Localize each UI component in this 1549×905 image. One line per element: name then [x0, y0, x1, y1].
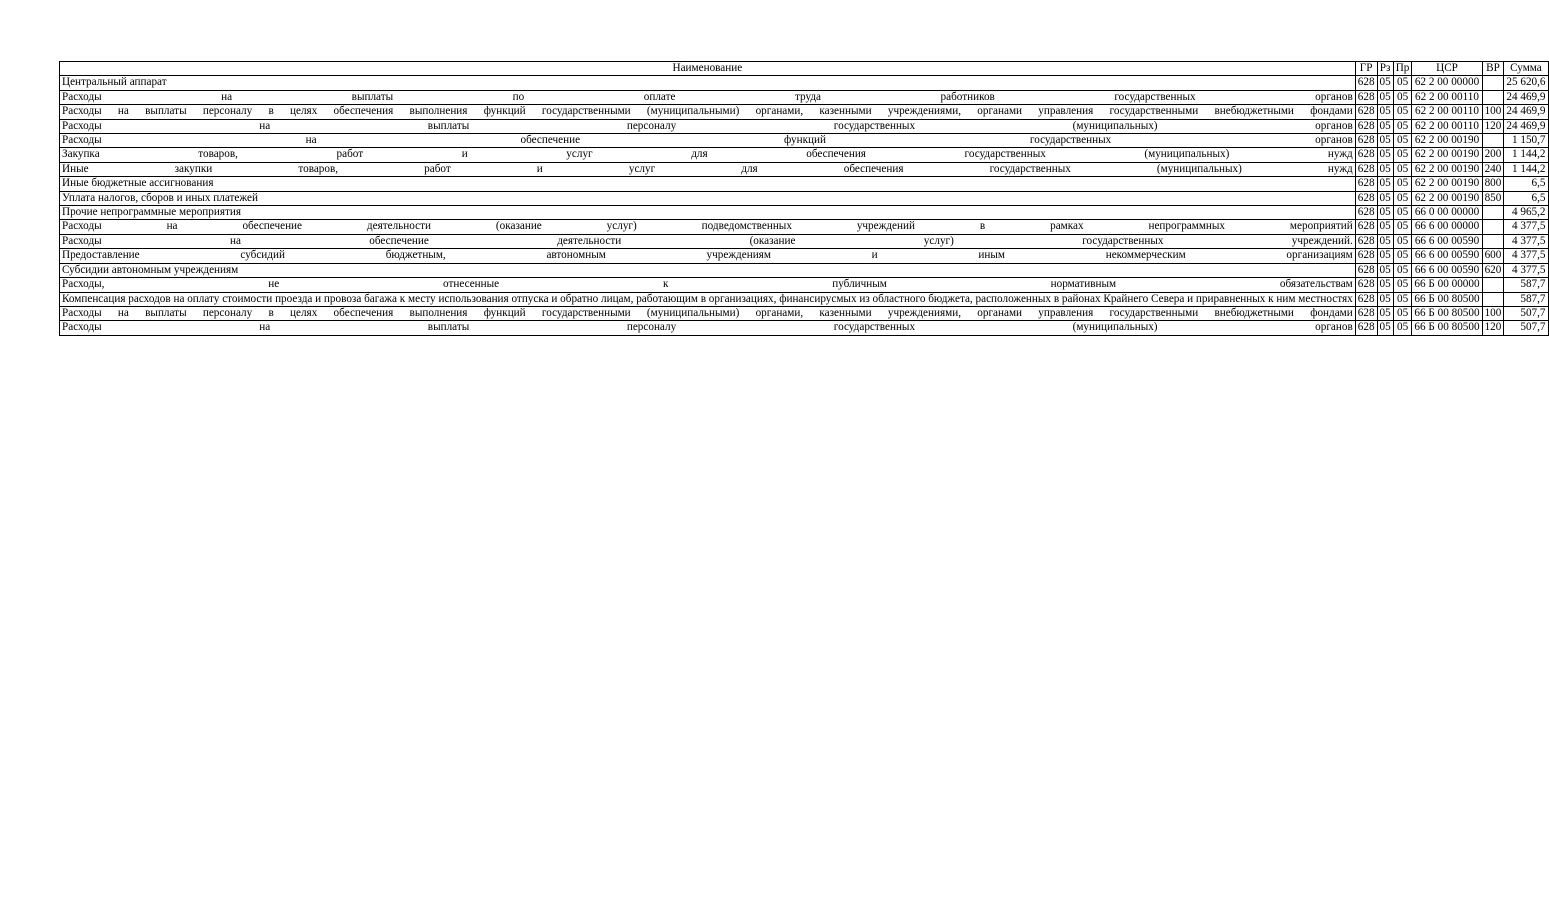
cell-vr: 120: [1482, 119, 1504, 133]
cell-pr: 05: [1393, 148, 1412, 162]
cell-csr: 66 6 00 00590: [1412, 234, 1482, 248]
cell-sum: 24 469,9: [1504, 119, 1548, 133]
cell-rz: 05: [1377, 220, 1393, 234]
table-row: [60, 263, 1549, 277]
cell-gr: 628: [1355, 306, 1377, 320]
cell-rz: 05: [1377, 321, 1393, 335]
cell-name: Расходы на обеспечение функций государственных органов: [60, 134, 1356, 148]
cell-gr: 628: [1355, 263, 1377, 277]
cell-name: Прочие непрограммные мероприятия: [60, 206, 1356, 220]
cell-name: Расходы на выплаты персоналу в целях обеспечения выполнения функций государственными (муниципальными) органами, казенными учреждениями, органами управления государственными внебюджетными фондами: [60, 105, 1356, 119]
table-row: [60, 177, 1549, 191]
cell-vr: 800: [1482, 177, 1504, 191]
cell-csr: 66 Б 00 80500: [1412, 306, 1482, 320]
cell-vr: 240: [1482, 162, 1504, 176]
cell-name: Расходы на обеспечение деятельности (оказание услуг) государственных учреждений.: [60, 234, 1356, 248]
cell-vr: 200: [1482, 148, 1504, 162]
cell-rz: 05: [1377, 90, 1393, 104]
cell-csr: 62 2 00 00110: [1412, 119, 1482, 133]
cell-pr: 05: [1393, 249, 1412, 263]
cell-name: Расходы на выплаты персоналу государственных (муниципальных) органов: [60, 321, 1356, 335]
cell-pr: 05: [1393, 220, 1412, 234]
cell-gr: 628: [1355, 134, 1377, 148]
cell-vr: [1482, 220, 1504, 234]
cell-pr: 05: [1393, 306, 1412, 320]
cell-sum: 4 377,5: [1504, 263, 1548, 277]
cell-vr: [1482, 76, 1504, 90]
cell-vr: 620: [1482, 263, 1504, 277]
table-row: [60, 76, 1549, 90]
cell-pr: 05: [1393, 321, 1412, 335]
cell-pr: 05: [1393, 206, 1412, 220]
cell-gr: 628: [1355, 90, 1377, 104]
cell-pr: 05: [1393, 292, 1412, 306]
cell-rz: 05: [1377, 148, 1393, 162]
cell-vr: 100: [1482, 105, 1504, 119]
cell-gr: 628: [1355, 206, 1377, 220]
cell-rz: 05: [1377, 206, 1393, 220]
cell-vr: [1482, 234, 1504, 248]
cell-pr: 05: [1393, 76, 1412, 90]
header-rz: Рз: [1377, 62, 1393, 76]
table-row: [60, 234, 1549, 248]
table-row: [60, 306, 1549, 320]
cell-name: Иные закупки товаров, работ и услуг для обеспечения государственных (муниципальных) нужд: [60, 162, 1356, 176]
cell-name: Закупка товаров, работ и услуг для обеспечения государственных (муниципальных) нужд: [60, 148, 1356, 162]
cell-sum: 4 377,5: [1504, 249, 1548, 263]
cell-name: Уплата налогов, сборов и иных платежей: [60, 191, 1356, 205]
cell-sum: 24 469,9: [1504, 105, 1548, 119]
cell-rz: 05: [1377, 234, 1393, 248]
cell-name: Предоставление субсидий бюджетным, автономным учреждениям и иным некоммерческим организациям: [60, 249, 1356, 263]
cell-pr: 05: [1393, 162, 1412, 176]
cell-sum: 587,7: [1504, 292, 1548, 306]
cell-csr: 62 2 00 00110: [1412, 105, 1482, 119]
cell-rz: 05: [1377, 263, 1393, 277]
table-row: [60, 206, 1549, 220]
header-gr: ГР: [1355, 62, 1377, 76]
cell-csr: 66 6 00 00590: [1412, 263, 1482, 277]
cell-vr: [1482, 292, 1504, 306]
cell-sum: 4 965,2: [1504, 206, 1548, 220]
cell-csr: 62 2 00 00000: [1412, 76, 1482, 90]
cell-gr: 628: [1355, 191, 1377, 205]
cell-sum: 1 144,2: [1504, 162, 1548, 176]
cell-sum: 6,5: [1504, 191, 1548, 205]
table-row: [60, 90, 1549, 104]
header-sum: Сумма: [1504, 62, 1548, 76]
cell-name: Расходы, не отнесенные к публичным нормативным обязательствам: [60, 278, 1356, 292]
cell-rz: 05: [1377, 177, 1393, 191]
table-row: [60, 162, 1549, 176]
cell-gr: 628: [1355, 148, 1377, 162]
cell-sum: 4 377,5: [1504, 220, 1548, 234]
table-row: [60, 148, 1549, 162]
table-row: [60, 292, 1549, 306]
cell-pr: 05: [1393, 134, 1412, 148]
cell-rz: 05: [1377, 278, 1393, 292]
table-row: [60, 321, 1549, 335]
header-pr: Пр: [1393, 62, 1412, 76]
cell-csr: 66 0 00 00000: [1412, 206, 1482, 220]
cell-gr: 628: [1355, 321, 1377, 335]
cell-csr: 62 2 00 00110: [1412, 90, 1482, 104]
cell-sum: 4 377,5: [1504, 234, 1548, 248]
cell-pr: 05: [1393, 177, 1412, 191]
cell-pr: 05: [1393, 191, 1412, 205]
cell-csr: 66 Б 00 80500: [1412, 292, 1482, 306]
table-row: [60, 119, 1549, 133]
budget-document: [59, 61, 1549, 336]
cell-pr: 05: [1393, 263, 1412, 277]
cell-rz: 05: [1377, 119, 1393, 133]
cell-pr: 05: [1393, 105, 1412, 119]
cell-gr: 628: [1355, 292, 1377, 306]
cell-sum: 1 150,7: [1504, 134, 1548, 148]
cell-vr: 600: [1482, 249, 1504, 263]
cell-gr: 628: [1355, 278, 1377, 292]
cell-gr: 628: [1355, 119, 1377, 133]
cell-pr: 05: [1393, 119, 1412, 133]
cell-vr: 120: [1482, 321, 1504, 335]
cell-gr: 628: [1355, 177, 1377, 191]
cell-name: Расходы на выплаты персоналу государственных (муниципальных) органов: [60, 119, 1356, 133]
cell-rz: 05: [1377, 306, 1393, 320]
cell-rz: 05: [1377, 249, 1393, 263]
cell-vr: [1482, 206, 1504, 220]
table-row: [60, 134, 1549, 148]
cell-pr: 05: [1393, 90, 1412, 104]
cell-gr: 628: [1355, 234, 1377, 248]
cell-sum: 6,5: [1504, 177, 1548, 191]
header-name: Наименование: [60, 62, 1356, 76]
cell-gr: 628: [1355, 105, 1377, 119]
table-row: [60, 278, 1549, 292]
cell-rz: 05: [1377, 76, 1393, 90]
cell-gr: 628: [1355, 162, 1377, 176]
cell-pr: 05: [1393, 234, 1412, 248]
cell-name: Субсидии автономным учреждениям: [60, 263, 1356, 277]
cell-sum: 587,7: [1504, 278, 1548, 292]
table-body: [60, 76, 1549, 335]
cell-name: Расходы на обеспечение деятельности (оказание услуг) подведомственных учреждений в рамках непрограммных мероприятий: [60, 220, 1356, 234]
cell-sum: 507,7: [1504, 306, 1548, 320]
cell-sum: 25 620,6: [1504, 76, 1548, 90]
cell-pr: 05: [1393, 278, 1412, 292]
cell-vr: [1482, 90, 1504, 104]
table-header-row: [60, 62, 1549, 76]
cell-csr: 66 6 00 00000: [1412, 220, 1482, 234]
cell-rz: 05: [1377, 162, 1393, 176]
cell-rz: 05: [1377, 292, 1393, 306]
cell-rz: 05: [1377, 134, 1393, 148]
budget-table: [59, 61, 1549, 336]
cell-sum: 24 469,9: [1504, 90, 1548, 104]
cell-csr: 62 2 00 00190: [1412, 148, 1482, 162]
header-vr: ВР: [1482, 62, 1504, 76]
cell-sum: 1 144,2: [1504, 148, 1548, 162]
cell-csr: 62 2 00 00190: [1412, 162, 1482, 176]
cell-csr: 62 2 00 00190: [1412, 177, 1482, 191]
cell-name: Компенсация расходов на оплату стоимости проезда и провоза багажа к месту использования отпуска и обратно лицам, работающим в организациях, финансирусмых из областного бюджета, расположенных в районах Крайнего Севера и приравненных к ним местностях: [60, 292, 1356, 306]
cell-csr: 66 Б 00 80500: [1412, 321, 1482, 335]
table-row: [60, 249, 1549, 263]
cell-vr: [1482, 278, 1504, 292]
cell-vr: 100: [1482, 306, 1504, 320]
cell-rz: 05: [1377, 105, 1393, 119]
cell-rz: 05: [1377, 191, 1393, 205]
cell-gr: 628: [1355, 76, 1377, 90]
cell-csr: 66 6 00 00590: [1412, 249, 1482, 263]
table-row: [60, 105, 1549, 119]
cell-name: Расходы на выплаты по оплате труда работников государственных органов: [60, 90, 1356, 104]
cell-name: Расходы на выплаты персоналу в целях обеспечения выполнения функций государственными (муниципальными) органами, казенными учреждениями, органами управления государственными внебюджетными фондами: [60, 306, 1356, 320]
cell-gr: 628: [1355, 220, 1377, 234]
cell-name: Центральный аппарат: [60, 76, 1356, 90]
cell-csr: 62 2 00 00190: [1412, 191, 1482, 205]
cell-csr: 66 Б 00 00000: [1412, 278, 1482, 292]
cell-gr: 628: [1355, 249, 1377, 263]
cell-csr: 62 2 00 00190: [1412, 134, 1482, 148]
table-row: [60, 191, 1549, 205]
cell-sum: 507,7: [1504, 321, 1548, 335]
header-csr: ЦСР: [1412, 62, 1482, 76]
table-row: [60, 220, 1549, 234]
cell-vr: 850: [1482, 191, 1504, 205]
cell-vr: [1482, 134, 1504, 148]
cell-name: Иные бюджетные ассигнования: [60, 177, 1356, 191]
